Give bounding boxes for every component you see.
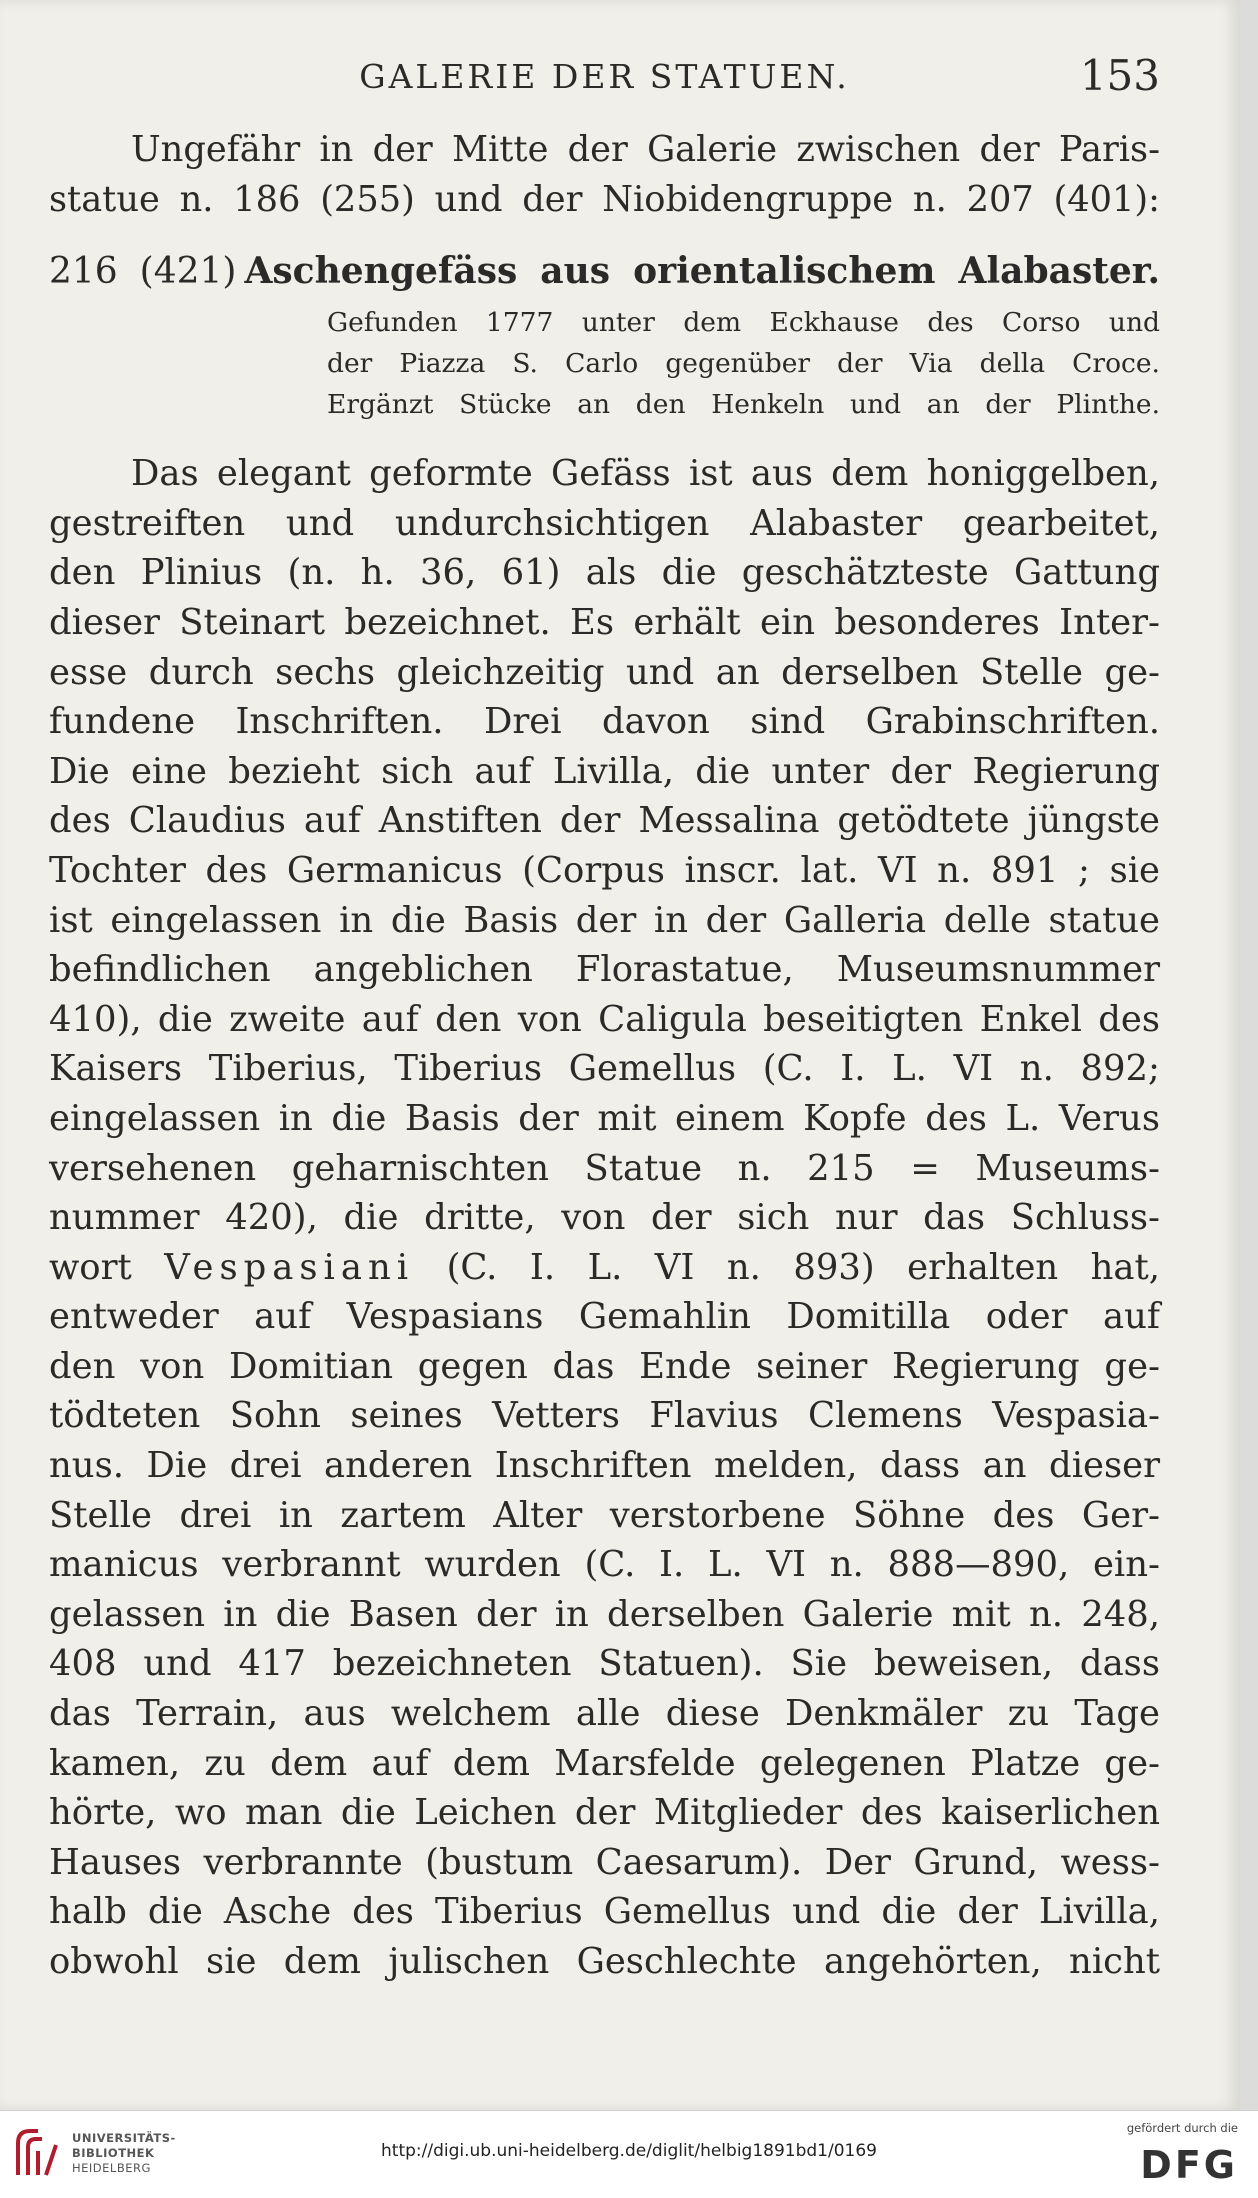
library-line: UNIVERSITÄTS-	[72, 2131, 176, 2145]
text-line: Kaisers Tiberius, Tiberius Gemellus (C. I. L. VI n. 892;	[49, 1048, 1160, 1090]
text-line: gestreiften und undurchsichtigen Alabaster gearbeitet,	[49, 502, 1160, 544]
text-line: des Claudius auf Anstiften der Messalina getödtete jüngste	[49, 800, 1160, 842]
text-line: ist eingelassen in die Basis der in der Galleria delle statue	[49, 899, 1160, 941]
text-line: Hauses verbrannte (bustum Caesarum). Der Grund, wess-	[49, 1841, 1160, 1883]
text-line: entweder auf Vespasians Gemahlin Domitilla oder auf	[49, 1296, 1160, 1338]
text-line: Das elegant geformte Gefäss ist aus dem honiggelben,	[131, 453, 1160, 495]
library-line: BIBLIOTHEK	[72, 2146, 155, 2160]
text-line: 408 und 417 bezeichneten Statuen). Sie beweisen, dass	[49, 1643, 1160, 1685]
note-line: Gefunden 1777 unter dem Eckhause des Corso und	[327, 307, 1160, 339]
dfg-logo: DFG	[1140, 2143, 1238, 2187]
text-line: das Terrain, aus welchem alle diese Denkmäler zu Tage	[49, 1693, 1160, 1735]
page-header	[49, 45, 1160, 115]
find-notes	[327, 302, 1160, 425]
text-fragment: (C. I. L. VI n. 893) erhalten hat,	[446, 1246, 1161, 1288]
text-line: kamen, zu dem auf dem Marsfelde gelegenen Platze ge-	[49, 1742, 1160, 1784]
text-line: dieser Steinart bezeichnet. Es erhält ein besonderes Inter-	[49, 601, 1160, 643]
text-line: halb die Asche des Tiberius Gemellus und die der Livilla,	[49, 1891, 1160, 1933]
entry-heading-line	[49, 240, 1160, 302]
text-line: manicus verbrannt wurden (C. I. L. VI n. 888—890, ein-	[49, 1544, 1160, 1586]
funding-label: gefördert durch die	[1126, 2121, 1238, 2135]
text-line: tödteten Sohn seines Vetters Flavius Clemens Vespasia-	[49, 1395, 1160, 1437]
text-block	[49, 45, 1160, 1987]
text-line: Tochter des Germanicus (Corpus inscr. lat. VI n. 891 ; sie	[49, 849, 1160, 891]
text-line: 410), die zweite auf den von Caligula beseitigten Enkel des	[49, 998, 1160, 1040]
text-line: Die eine bezieht sich auf Livilla, die unter der Regierung	[49, 750, 1160, 792]
text-line: obwohl sie dem julischen Geschlechte angehörten, nicht	[49, 1941, 1160, 1982]
page-number: 153	[1079, 51, 1160, 100]
digitization-footer	[0, 2110, 1258, 2198]
text-line: Ungefähr in der Mitte der Galerie zwischen der Paris-	[131, 129, 1160, 170]
text-line: den von Domitian gegen das Ende seiner Regierung ge-	[49, 1345, 1160, 1387]
text-line: esse durch sechs gleichzeitig und an derselben Stelle ge-	[49, 651, 1160, 693]
intro-paragraph	[49, 125, 1160, 224]
entry-number: 216 (421)	[49, 251, 237, 293]
text-line: hörte, wo man die Leichen der Mitglieder des kaiserlichen	[49, 1792, 1160, 1834]
note-line: Ergänzt Stücke an den Henkeln und an der Plinthe.	[327, 389, 1160, 421]
text-line: versehenen geharnischten Statue n. 215 = Museums-	[49, 1147, 1160, 1189]
text-line: fundene Inschriften. Drei davon sind Grabinschriften.	[49, 701, 1160, 743]
running-title: GALERIE DER STATUEN.	[359, 57, 850, 96]
text-line: gelassen in die Basen der in derselben Galerie mit n. 248,	[49, 1593, 1160, 1635]
text-line: nus. Die drei anderen Inschriften melden, dass an dieser	[49, 1445, 1160, 1487]
note-line: der Piazza S. Carlo gegenüber der Via della Croce.	[327, 348, 1160, 380]
text-line: Stelle drei in zartem Alter verstorbene Söhne des Ger-	[49, 1494, 1160, 1536]
text-line: befindlichen angeblichen Florastatue, Museumsnummer	[49, 949, 1160, 991]
body-paragraph	[49, 449, 1160, 1986]
permalink-url[interactable]: http://digi.ub.uni-heidelberg.de/diglit/helbig1891bd1/0169	[381, 2141, 877, 2161]
entry-heading	[49, 240, 1160, 302]
entry-title: Aschengefäss aus orientalischem Alabaster.	[244, 250, 1160, 293]
text-line	[49, 1243, 1160, 1293]
text-line: eingelassen in die Basis der mit einem Kopfe des L. Verus	[49, 1097, 1160, 1139]
text-line: statue n. 186 (255) und der Niobidengruppe n. 207 (401):	[49, 178, 1160, 220]
text-line: den Plinius (n. h. 36, 61) als die geschätzteste Gattung	[49, 552, 1160, 594]
text-line: nummer 420), die dritte, von der sich nur das Schluss-	[49, 1197, 1160, 1239]
text-fragment: wort	[49, 1246, 132, 1288]
library-line: HEIDELBERG	[72, 2161, 151, 2175]
spaced-name: Vespasiani	[164, 1246, 415, 1288]
